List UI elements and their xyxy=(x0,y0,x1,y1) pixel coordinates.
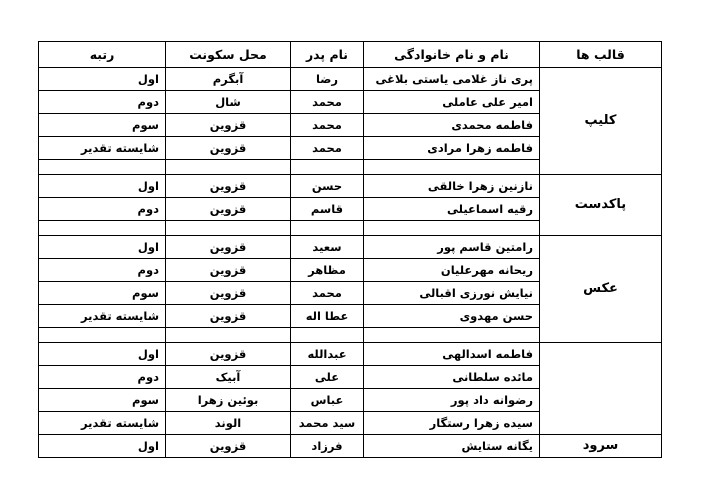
results-page xyxy=(38,41,661,458)
place-cell: قزوین xyxy=(166,305,291,328)
place-cell: قزوین xyxy=(166,236,291,259)
father-cell: محمد xyxy=(291,91,364,114)
table-row xyxy=(39,68,662,91)
empty-cell xyxy=(364,328,540,343)
rank-cell: دوم xyxy=(39,198,166,221)
rank-cell: سوم xyxy=(39,389,166,412)
name-cell: رقیه اسماعیلی xyxy=(364,198,540,221)
header-rank: رتبه xyxy=(39,42,166,68)
place-cell: قزوین xyxy=(166,282,291,305)
name-cell: ریحانه مهرعلیان xyxy=(364,259,540,282)
place-cell: قزوین xyxy=(166,198,291,221)
name-cell: فاطمه محمدی xyxy=(364,114,540,137)
place-cell: قزوین xyxy=(166,114,291,137)
empty-cell xyxy=(166,160,291,175)
table-row xyxy=(39,175,662,198)
father-cell: سعید xyxy=(291,236,364,259)
place-cell: قزوین xyxy=(166,343,291,366)
name-cell: نازنین زهرا خالقی xyxy=(364,175,540,198)
rank-cell: دوم xyxy=(39,91,166,114)
category-cell: کلیپ xyxy=(540,68,662,175)
empty-cell xyxy=(166,221,291,236)
empty-cell xyxy=(364,160,540,175)
empty-cell xyxy=(291,160,364,175)
father-cell: مظاهر xyxy=(291,259,364,282)
father-cell: عبدالله xyxy=(291,343,364,366)
place-cell: آبیک xyxy=(166,366,291,389)
father-cell: حسن xyxy=(291,175,364,198)
empty-cell xyxy=(39,221,166,236)
father-cell: عطا اله xyxy=(291,305,364,328)
empty-cell xyxy=(291,221,364,236)
category-cell: عکس xyxy=(540,236,662,343)
name-cell: فاطمه زهرا مرادی xyxy=(364,137,540,160)
name-cell: یگانه ستایش xyxy=(364,435,540,458)
rank-cell: شایسته تقدیر xyxy=(39,305,166,328)
rank-cell: شایسته تقدیر xyxy=(39,412,166,435)
name-cell: سیده زهرا رستگار xyxy=(364,412,540,435)
table-row xyxy=(39,435,662,458)
category-cell: سرود xyxy=(540,435,662,458)
empty-cell xyxy=(39,160,166,175)
name-cell: فاطمه اسدالهی xyxy=(364,343,540,366)
empty-cell xyxy=(291,328,364,343)
empty-cell xyxy=(39,328,166,343)
place-cell: قزوین xyxy=(166,259,291,282)
father-cell: علی xyxy=(291,366,364,389)
table-row xyxy=(39,343,662,366)
header-category: قالب ها xyxy=(540,42,662,68)
place-cell: الوند xyxy=(166,412,291,435)
category-cell xyxy=(540,343,662,435)
father-cell: محمد xyxy=(291,114,364,137)
rank-cell: اول xyxy=(39,435,166,458)
rank-cell: اول xyxy=(39,343,166,366)
table-row xyxy=(39,236,662,259)
rank-cell: دوم xyxy=(39,259,166,282)
father-cell: عباس xyxy=(291,389,364,412)
results-table xyxy=(38,41,662,458)
place-cell: بوئین زهرا xyxy=(166,389,291,412)
rank-cell: اول xyxy=(39,175,166,198)
place-cell: قزوین xyxy=(166,435,291,458)
name-cell: پری ناز غلامی یاستی بلاغی xyxy=(364,68,540,91)
rank-cell: دوم xyxy=(39,366,166,389)
header-name: نام و نام خانوادگی xyxy=(364,42,540,68)
header-father: نام پدر xyxy=(291,42,364,68)
father-cell: رضا xyxy=(291,68,364,91)
name-cell: امیر علی عاملی xyxy=(364,91,540,114)
name-cell: نیایش نورزی اقبالی xyxy=(364,282,540,305)
header-row xyxy=(39,42,662,68)
name-cell: حسن مهدوی xyxy=(364,305,540,328)
rank-cell: سوم xyxy=(39,114,166,137)
name-cell: مائده سلطانی xyxy=(364,366,540,389)
place-cell: شال xyxy=(166,91,291,114)
father-cell: سید محمد xyxy=(291,412,364,435)
category-cell: پاکدست xyxy=(540,175,662,236)
header-place: محل سکونت xyxy=(166,42,291,68)
rank-cell: سوم xyxy=(39,282,166,305)
name-cell: رضوانه داد پور xyxy=(364,389,540,412)
father-cell: فرزاد xyxy=(291,435,364,458)
father-cell: محمد xyxy=(291,137,364,160)
rank-cell: اول xyxy=(39,236,166,259)
father-cell: قاسم xyxy=(291,198,364,221)
empty-cell xyxy=(166,328,291,343)
place-cell: قزوین xyxy=(166,175,291,198)
place-cell: قزوین xyxy=(166,137,291,160)
father-cell: محمد xyxy=(291,282,364,305)
place-cell: آبگرم xyxy=(166,68,291,91)
name-cell: رامتین قاسم پور xyxy=(364,236,540,259)
empty-cell xyxy=(364,221,540,236)
rank-cell: شایسته تقدیر xyxy=(39,137,166,160)
rank-cell: اول xyxy=(39,68,166,91)
